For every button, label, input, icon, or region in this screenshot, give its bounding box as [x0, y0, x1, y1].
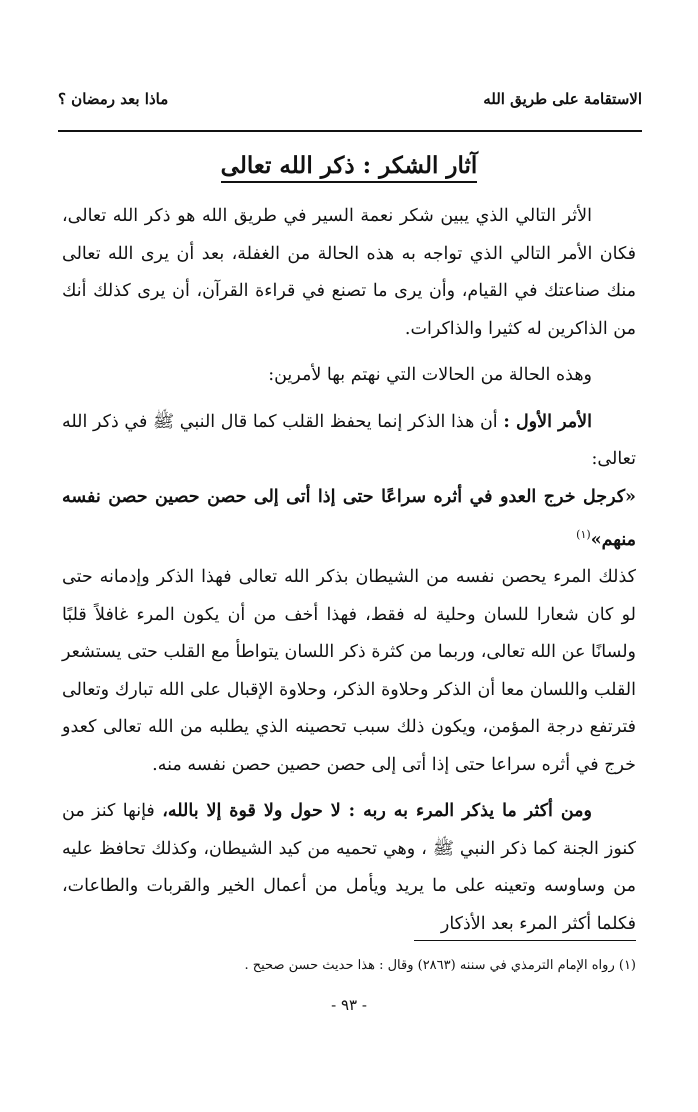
section-title-text: آثار الشكر : ذكر الله تعالى: [221, 152, 478, 183]
header-divider: [58, 130, 642, 132]
paragraph-1: الأثر التالي الذي يبين شكر نعمة السير في طريق الله هو ذكر الله تعالى، فكان الأمر التالي الذي تواجه به هذه الحالة من الغفلة، بعد أن يرى الله تعالى منك صناعتك في القيام، وأن يرى ما تصنع في قراءة القرآن، أن يرى كذلك أنك من الذاكرين له كثيرا والذاكرات.: [62, 206, 636, 339]
paragraph-6-body: فإنها كنز من كنوز الجنة كما ذكر النبي ﷺ ، وهي تحميه من كيد الشيطان، وكذلك تحافظ عليه من وساوسه وتعينه على ما يريد ويأمل من أعمال الخير والقربات والطاعات، فكلما أكثر المرء بعد الأذكار: [62, 801, 636, 934]
paragraph-6-lead: ومن أكثر ما يذكر المرء به ربه : لا حول ولا قوة إلا بالله،: [162, 801, 592, 822]
chapter-title: ماذا بعد رمضان ؟: [58, 90, 169, 108]
footnote: (١) رواه الإمام الترمذي في سننه (٢٨٦٣) وقال : هذا حديث حسن صحيح .: [244, 958, 636, 973]
page-number: - ٩٣ -: [331, 996, 367, 1014]
footnote-reference: (١): [576, 528, 591, 541]
paragraph-3-lead: الأمر الأول :: [503, 411, 592, 432]
hadith-quote: [62, 479, 636, 560]
paragraph-6: [62, 793, 636, 943]
body-text: [62, 198, 636, 943]
footnote-divider: [414, 940, 636, 941]
paragraph-2: وهذه الحالة من الحالات التي نهتم بها لأمرين:: [268, 365, 592, 385]
paragraph-3-body: أن هذا الذكر إنما يحفظ القلب كما قال النبي ﷺ في ذكر الله تعالى:: [62, 411, 636, 469]
section-title: [0, 152, 698, 179]
paragraph-5: كذلك المرء يحصن نفسه من الشيطان بذكر الله تعالى فهذا الذكر وإدمانه حتى لو كان شعارا للسان وحلية له فقط، فهذا أخف من أن يكون المرء غافلاً قلبًا ولسانًا عن الله تعالى، وربما من كثرة ذكر اللسان يتواطأ مع القلب حتى يستشعر القلب واللسان معا أن الذكر وحلاوة الذكر، وحلاوة الإقبال على الله تبارك وتعالى فترتفع درجة المؤمن، ويكون ذلك سبب تحصينه الذي يطلبه من الله تعالى كعدو خرج في أثره سراعا حتى إذا أتى إلى حصن حصين حصن نفسه منه.: [62, 567, 636, 775]
hadith-quote-text: «كرجل خرج العدو في أثره سراعًا حتى إذا أتى إلى حصن حصين حصن نفسه منهم»: [62, 486, 636, 550]
paragraph-3: [62, 404, 636, 479]
running-header: [58, 90, 642, 118]
book-title: الاستقامة على طريق الله: [483, 90, 642, 108]
